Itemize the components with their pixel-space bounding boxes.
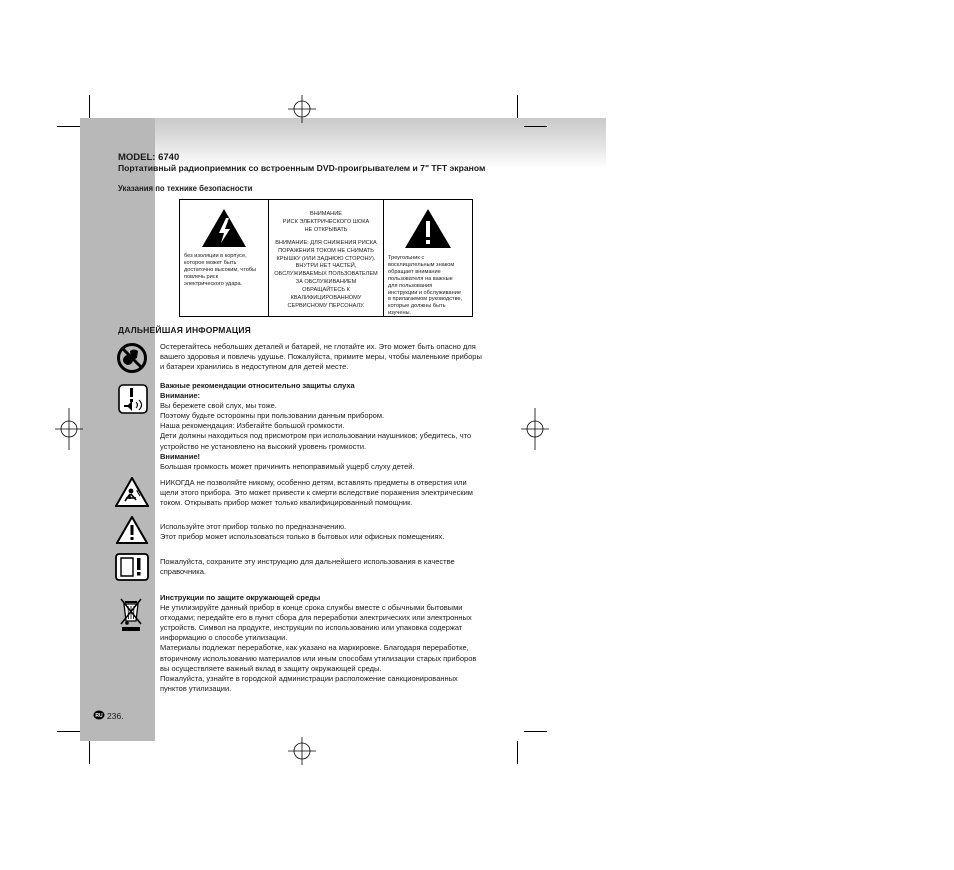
page-number: 236. bbox=[107, 711, 124, 721]
language-badge bbox=[93, 710, 105, 720]
svg-text:RU: RU bbox=[95, 713, 103, 719]
environment-paragraph: Инструкции по защите окружающей среды Не утилизируйте данный прибор в конце срока службы вместе с обычными бытовыми отходами; передайте его в пункт сбора для переработки электрических или электронных устройств. Символ на продукте, инструкции по использованию или упаковка содержат информацию о способе утилизации. Материалы подлежат переработке, как указано на маркировке. Благодаря переработке, вторичному использованию материалов или иным способам утилизации старых приборов вы осуществляете важный вклад в защиту окружающей среды. Пожалуйста, узнайте в городской администрации расположение санкционированных пунктов утилизации. bbox=[160, 593, 477, 693]
manual-book-icon bbox=[115, 553, 149, 581]
warning-box bbox=[179, 199, 473, 317]
weee-bin-icon bbox=[119, 597, 143, 633]
shock-text: без изоляции в корпусе, которое может быть достаточно высоким, чтобы повлечь риск электрического удара. bbox=[184, 253, 257, 287]
keep-manual-paragraph: Пожалуйста, сохраните эту инструкцию для дальнейшего использования в качестве справочника. bbox=[160, 557, 455, 577]
hearing-paragraph: Важные рекомендации относительно защиты слуха Внимание: Вы бережете свой слух, мы тоже. Поэтому будьте осторожны при пользовании данным прибором. Наша рекомендация: Избегайте большой громкости. Дети должны находиться под присмотром при использовании наушников; убедитесь, что устройство не установлено на высокий уровень громкости. Внимание! Большая громкость может причинить непоправимый ущерб слуху детей. bbox=[160, 381, 472, 471]
warning-col-center bbox=[269, 200, 384, 316]
center-warning-text: ВНИМАНИЕ РИСК ЭЛЕКТРИЧЕСКОГО ШОКА НЕ ОТКРЫВАТЬ ВНИМАНИЕ: ДЛЯ СНИЖЕНИЯ РИСКА ПОРАЖЕНИЯ ТОКОМ НЕ СНИМАТЬ КРЫШКУ (ИЛИ ЗАДНЮЮ СТОРОНУ). ВНУТРИ НЕТ ЧАСТЕЙ, ОБСЛУЖИВАЕМЫХ ПОЛЬЗОВАТЕЛЕМ ЗА ОБСЛУЖИВАНИЕМ ОБРАЩАЙТЕСЬ К КВАЛИФИЦИРОВАННОМУ СЕРВИСНОМУ ПЕРСОНАЛУ. bbox=[274, 211, 378, 309]
warning-col-exclamation bbox=[384, 200, 472, 316]
lightning-triangle-icon bbox=[201, 208, 247, 248]
no-small-parts-icon bbox=[116, 342, 148, 374]
exclamation-text: Треугольник с восклицательным знаком обращает внимание пользователя на важные для пользования инструкции и обслуживание в прилагаемом руководстве, которые должны быть изучены. bbox=[388, 255, 463, 317]
electric-hazard-icon bbox=[115, 477, 149, 507]
exclamation-triangle-icon bbox=[404, 208, 452, 249]
caution-triangle-icon bbox=[116, 516, 148, 544]
warning-col-shock bbox=[180, 200, 269, 316]
intended-use-paragraph: Используйте этот прибор только по предназначению. Этот прибор может использоваться только в бытовых или офисных помещениях. bbox=[160, 522, 445, 542]
do-not-insert-paragraph: НИКОГДА не позволяйте никому, особенно детям, вставлять предметы в отверстия или щели этого прибора. Это может привести к смерти вследствие поражения электрическим током. Открывать прибор может только квалифицированный помощник. bbox=[160, 478, 473, 508]
hearing-protection-icon bbox=[118, 384, 148, 414]
further-info-heading: ДАЛЬНЕЙШАЯ ИНФОРМАЦИЯ bbox=[118, 325, 251, 335]
small-parts-paragraph: Остерегайтесь небольших деталей и батарей, не глотайте их. Это может быть опасно для вашего здоровья и повлечь удушье. Пожалуйста, примите меры, чтобы маленькие приборы и батареи хранились в недоступном для детей месте. bbox=[160, 342, 482, 372]
model-label: MODEL: 6740 bbox=[118, 152, 180, 163]
safety-heading: Указания по технике безопасности bbox=[118, 184, 253, 193]
product-subtitle: Портативный радиоприемник со встроенным DVD-проигрывателем и 7" TFT экраном bbox=[118, 163, 486, 173]
